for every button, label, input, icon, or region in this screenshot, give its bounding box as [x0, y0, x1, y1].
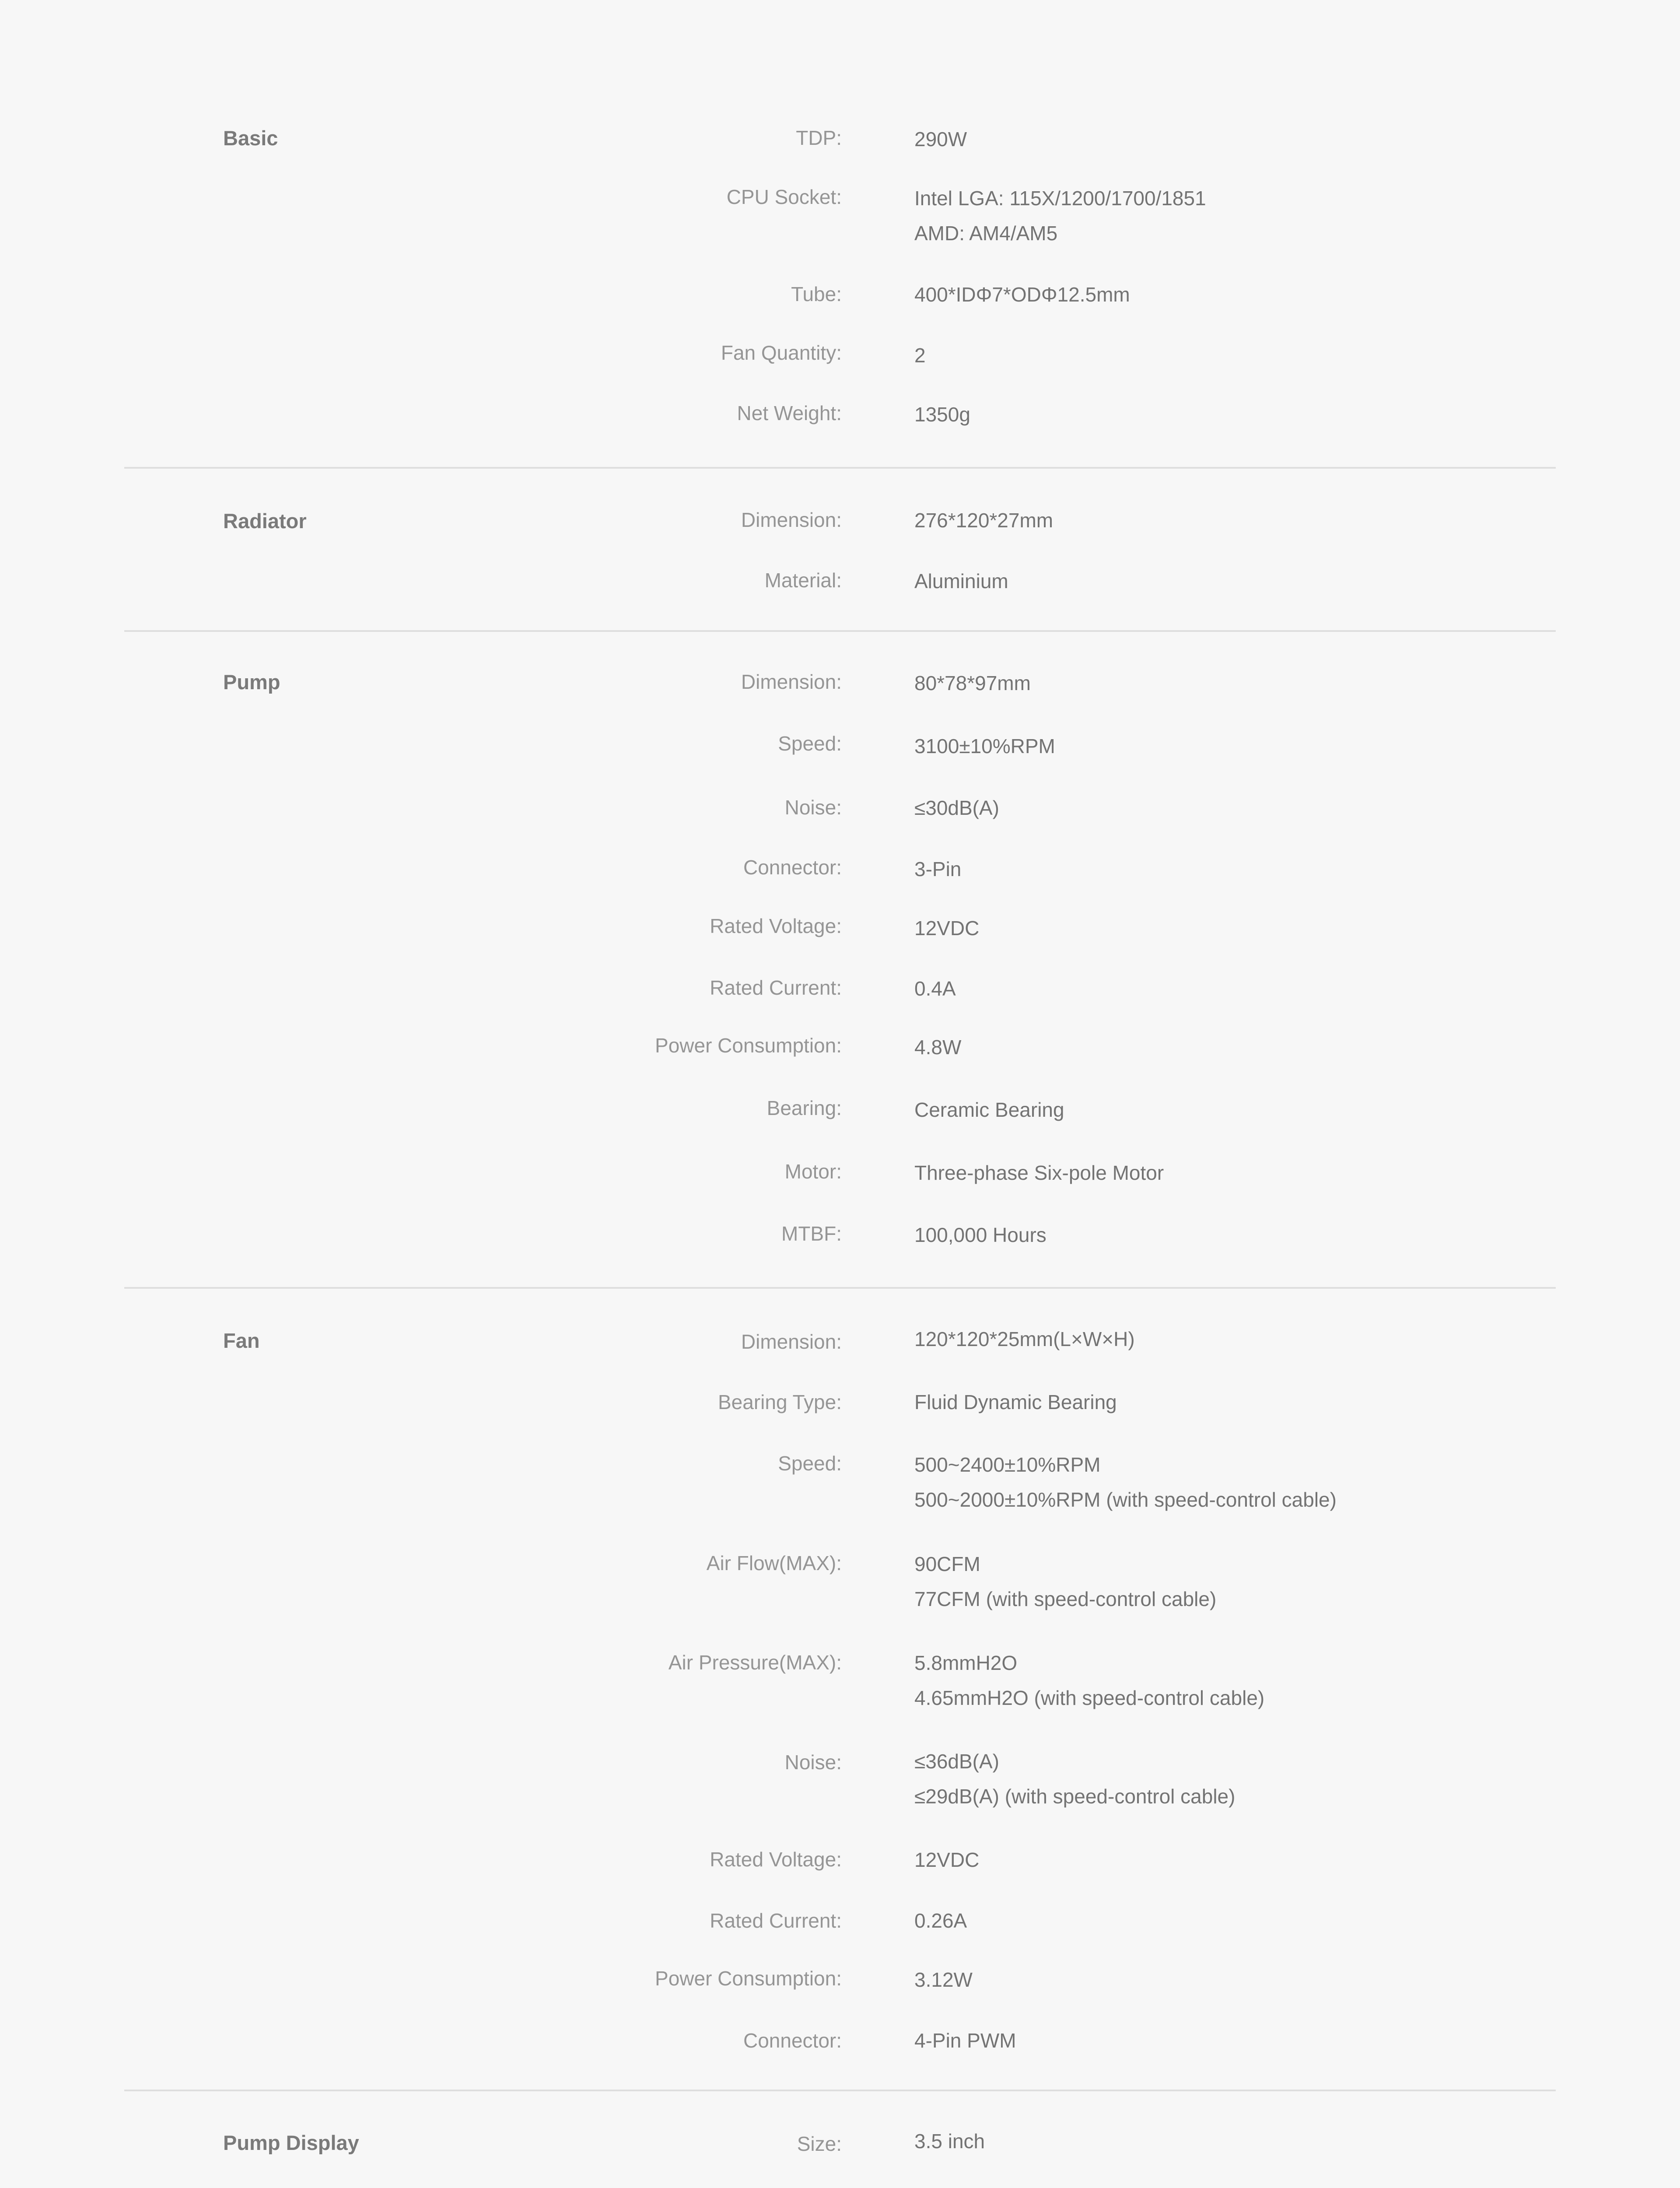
spec-label: Connector:: [743, 856, 842, 879]
spec-value: 1350g: [914, 403, 970, 426]
spec-label: Power Consumption:: [655, 1034, 842, 1057]
spec-label: TDP:: [796, 126, 842, 149]
spec-value: 290W: [914, 128, 967, 151]
spec-value: 500~2400±10%RPM: [914, 1453, 1101, 1476]
spec-value: 276*120*27mm: [914, 509, 1054, 532]
section-title-fan: Fan: [223, 1329, 260, 1352]
spec-value: 5.8mmH2O: [914, 1652, 1018, 1674]
spec-label: MTBF:: [781, 1222, 842, 1245]
spec-value: 2: [914, 344, 926, 367]
spec-value-secondary: AMD: AM4/AM5: [914, 222, 1058, 245]
spec-label: Rated Voltage:: [710, 915, 842, 937]
spec-label: Rated Current:: [710, 1909, 842, 1932]
spec-value-secondary: ≤29dB(A) (with speed-control cable): [914, 1785, 1236, 1808]
spec-label: Motor:: [784, 1160, 842, 1183]
spec-value: Fluid Dynamic Bearing: [914, 1391, 1117, 1413]
spec-value: 12VDC: [914, 1848, 980, 1871]
spec-value: 3.5 inch: [914, 2130, 985, 2153]
section-title-pump: Pump: [223, 670, 280, 694]
spec-label: Noise:: [784, 1751, 842, 1774]
spec-value: 4-Pin PWM: [914, 2029, 1016, 2052]
section-divider: [124, 630, 1556, 632]
spec-value: 80*78*97mm: [914, 672, 1031, 694]
section-divider: [124, 1287, 1556, 1289]
spec-label: Air Pressure(MAX):: [668, 1651, 842, 1674]
spec-value: 12VDC: [914, 917, 980, 940]
spec-label: Rated Current:: [710, 976, 842, 999]
spec-label: Speed:: [778, 732, 842, 755]
spec-value-secondary: 500~2000±10%RPM (with speed-control cable): [914, 1488, 1337, 1511]
spec-value: Three-phase Six-pole Motor: [914, 1161, 1164, 1184]
spec-value: 3-Pin: [914, 858, 962, 880]
spec-label: Dimension:: [741, 1330, 842, 1353]
spec-value: Aluminium: [914, 570, 1008, 593]
spec-label: Fan Quantity:: [721, 341, 842, 364]
spec-value-secondary: 77CFM (with speed-control cable): [914, 1588, 1217, 1610]
spec-label: Tube:: [791, 283, 842, 305]
section-divider: [124, 2090, 1556, 2091]
spec-label: Air Flow(MAX):: [706, 1552, 842, 1574]
spec-value: 3.12W: [914, 1968, 973, 1991]
spec-label: Connector:: [743, 2029, 842, 2052]
spec-label: Power Consumption:: [655, 1967, 842, 1990]
spec-value: 0.26A: [914, 1909, 967, 1932]
section-title-pump-display: Pump Display: [223, 2131, 359, 2154]
spec-value: 100,000 Hours: [914, 1224, 1046, 1246]
spec-label: CPU Socket:: [726, 186, 842, 208]
section-title-radiator: Radiator: [223, 509, 307, 533]
spec-value: 3100±10%RPM: [914, 735, 1055, 757]
section-title-basic: Basic: [223, 126, 278, 150]
spec-value: ≤30dB(A): [914, 796, 999, 819]
section-divider: [124, 467, 1556, 469]
spec-label: Noise:: [784, 796, 842, 819]
spec-label: Dimension:: [741, 508, 842, 531]
spec-label: Material:: [764, 569, 842, 592]
spec-label: Dimension:: [741, 670, 842, 693]
spec-label: Bearing:: [766, 1097, 842, 1119]
spec-value: 90CFM: [914, 1553, 980, 1575]
spec-label: Rated Voltage:: [710, 1848, 842, 1871]
spec-label: Net Weight:: [737, 402, 842, 424]
spec-value: Ceramic Bearing: [914, 1098, 1064, 1121]
spec-label: Speed:: [778, 1452, 842, 1475]
spec-value: 0.4A: [914, 977, 956, 1000]
spec-value: 120*120*25mm(L×W×H): [914, 1328, 1135, 1350]
spec-label: Bearing Type:: [718, 1391, 842, 1413]
spec-value: 4.8W: [914, 1036, 962, 1059]
spec-value-secondary: 4.65mmH2O (with speed-control cable): [914, 1687, 1265, 1709]
spec-value: Intel LGA: 115X/1200/1700/1851: [914, 187, 1206, 210]
spec-label: Size:: [797, 2132, 842, 2155]
spec-value: 400*IDΦ7*ODΦ12.5mm: [914, 283, 1130, 306]
spec-value: ≤36dB(A): [914, 1750, 999, 1773]
